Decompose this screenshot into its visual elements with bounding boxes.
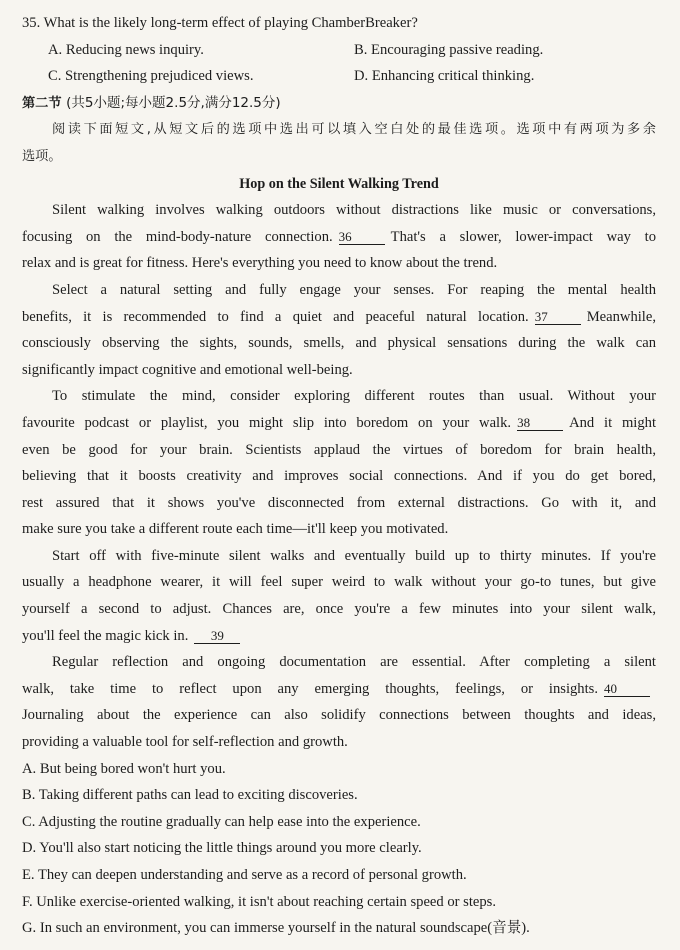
paragraph-1-line-3: relax and is great for fitness. Here's everything you need to know about the trend. xyxy=(22,255,498,272)
section-instruction: 阅读下面短文,从短文后的选项中选出可以填入空白处的最佳选项。选项中有两项为多余 xyxy=(52,122,656,138)
option-e[interactable]: E. They can deepen understanding and serve as a record of personal growth. xyxy=(22,867,467,883)
paragraph-5-line-4: providing a valuable tool for self-reflection and growth. xyxy=(22,734,348,751)
blank-37[interactable]: 37 xyxy=(535,309,581,325)
question-35-option-a[interactable]: A. Reducing news inquiry. xyxy=(48,41,204,58)
question-35-option-d[interactable]: D. Enhancing critical thinking. xyxy=(354,68,535,85)
option-g[interactable]: G. In such an environment, you can immerse yourself in the natural soundscape(音景). xyxy=(22,920,530,937)
paragraph-2-text: Meanwhile, xyxy=(586,308,656,325)
question-35-options-row-1 xyxy=(22,37,656,64)
blank-36[interactable]: 36 xyxy=(339,229,385,245)
blank-40[interactable]: 40 xyxy=(604,681,650,697)
paragraph-2-line-2 xyxy=(22,304,656,331)
paragraph-1-text: focusing on the mind-body-nature connection. xyxy=(22,228,333,245)
passage-title: Hop on the Silent Walking Trend xyxy=(239,175,439,192)
paragraph-4-line-3: yourself a second to adjust. Chances are, once you're a few minutes into your silent walk, xyxy=(22,601,656,618)
question-35-option-b[interactable]: B. Encouraging passive reading. xyxy=(354,41,544,58)
paragraph-3-text: And it might xyxy=(569,414,657,431)
section-scoring-note: (共5小题;每小题2.5分,满分12.5分) xyxy=(66,94,281,111)
option-f[interactable]: F. Unlike exercise-oriented walking, it isn't about reaching certain speed or steps. xyxy=(22,893,496,910)
paragraph-3-line-1: To stimulate the mind, consider exploring different routes than usual. Without your xyxy=(52,388,656,405)
paragraph-5-line-2 xyxy=(22,676,656,703)
paragraph-1-line-2 xyxy=(22,224,656,251)
paragraph-5-text: walk, take time to reflect upon any emerging thoughts, feelings, or insights. xyxy=(22,680,598,697)
option-b[interactable]: B. Taking different paths can lead to exciting discoveries. xyxy=(22,787,358,804)
blank-38[interactable]: 38 xyxy=(517,415,563,431)
paragraph-5-line-1: Regular reflection and ongoing documentation are essential. After completing a silent xyxy=(52,654,656,671)
paragraph-2-line-1: Select a natural setting and fully engage your senses. For reaping the mental health xyxy=(52,281,656,298)
paragraph-3-line-4: believing that it boosts creativity and improves social connections. And if you do get bored, xyxy=(22,468,656,485)
paragraph-3-line-3: even be good for your brain. Scientists applaud the virtues of boredom for brain health, xyxy=(22,441,656,458)
paragraph-3-text: favourite podcast or playlist, you might slip into boredom on your walk. xyxy=(22,414,512,431)
paragraph-3-line-5: rest assured that it shows you've disconnected from external distractions. Go with it, and xyxy=(22,494,656,511)
section-instruction-cont: 选项。 xyxy=(22,148,62,164)
question-35-option-c[interactable]: C. Strengthening prejudiced views. xyxy=(48,68,254,85)
paragraph-1-text: That's a slower, lower-impact way to xyxy=(390,228,656,245)
paragraph-2-text: benefits, it is recommended to find a quiet and peaceful natural location. xyxy=(22,308,529,325)
section-title: 第二节 xyxy=(22,95,62,111)
paragraph-2-line-4: significantly impact cognitive and emotional well-being. xyxy=(22,361,353,378)
paragraph-1-line-1: Silent walking involves walking outdoors without distractions like music or conversations, xyxy=(52,202,656,219)
option-d[interactable]: D. You'll also start noticing the little things around you more clearly. xyxy=(22,840,422,857)
option-a[interactable]: A. But being bored won't hurt you. xyxy=(22,760,226,777)
paragraph-4-line-1: Start off with five-minute silent walks and eventually build up to thirty minutes. If you're xyxy=(52,547,656,564)
paragraph-3-line-2 xyxy=(22,410,656,437)
paragraph-4-line-4 xyxy=(22,623,656,650)
section-heading xyxy=(22,90,656,118)
question-35-stem: 35. What is the likely long-term effect of playing ChamberBreaker? xyxy=(22,15,418,31)
paragraph-5-line-3: Journaling about the experience can also solidify connections between thoughts and ideas, xyxy=(22,707,656,724)
question-35-options-row-2 xyxy=(22,63,656,90)
paragraph-3-line-6: make sure you take a different route each time—it'll keep you motivated. xyxy=(22,521,449,538)
blank-39[interactable]: 39 xyxy=(194,628,240,644)
paragraph-2-line-3: consciously observing the sights, sounds, smells, and physical sensations during the walk can xyxy=(22,335,656,352)
option-c[interactable]: C. Adjusting the routine gradually can help ease into the experience. xyxy=(22,813,421,830)
paragraph-4-text: you'll feel the magic kick in. xyxy=(22,627,189,644)
paragraph-4-line-2: usually a headphone wearer, it will feel super weird to walk without your go-to tunes, but give xyxy=(22,574,656,591)
